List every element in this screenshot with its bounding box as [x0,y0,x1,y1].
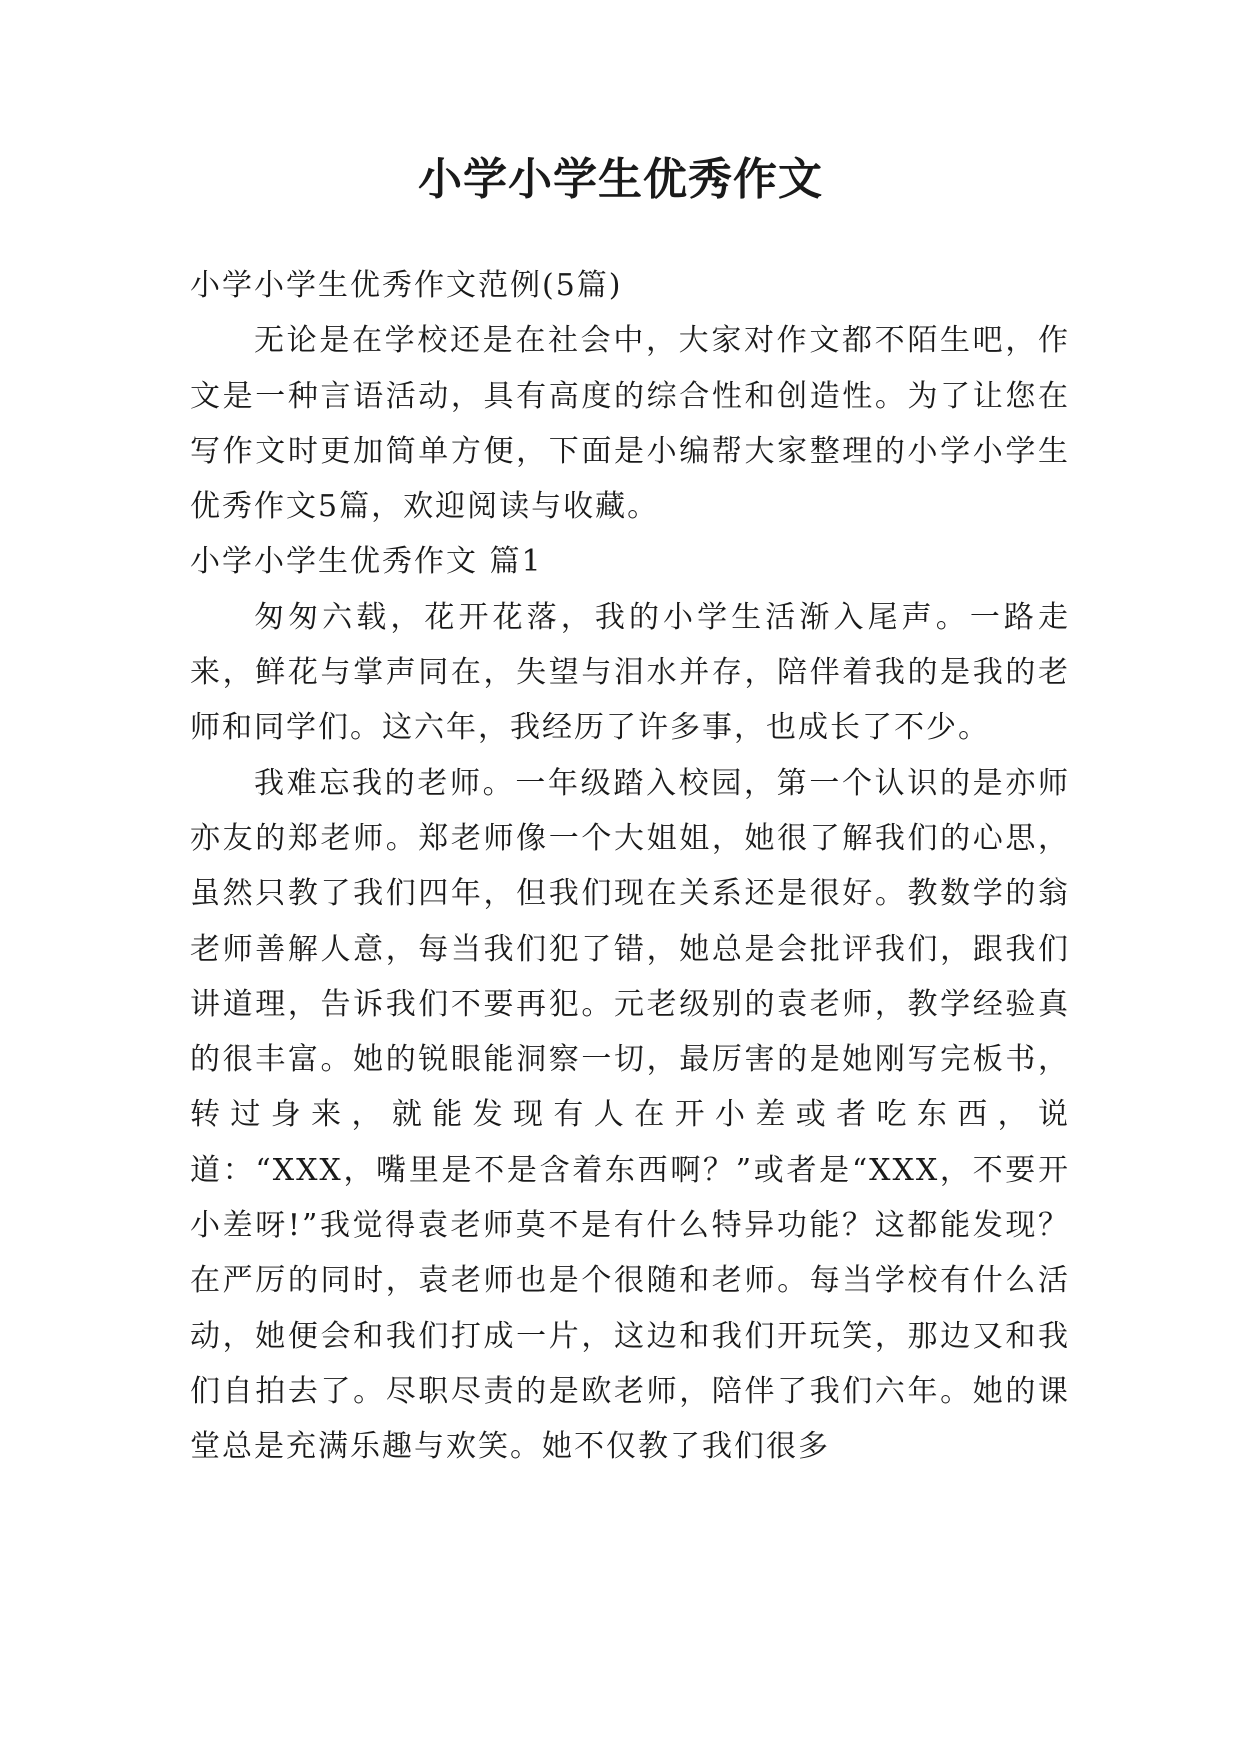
document-title: 小学小学生优秀作文 [418,154,823,205]
document-body [190,258,1070,1475]
document-subtitle: 小学小学生优秀作文范例(5篇) [190,268,623,303]
body-paragraph-2: 我难忘我的老师。一年级踏入校园，第一个认识的是亦师亦友的郑老师。郑老师像一个大姐姐，她很了解我们的心思，虽然只教了我们四年，但我们现在关系还是很好。教数学的翁老师善解人意，每当我们犯了错，她总是会批评我们，跟我们讲道理，告诉我们不要再犯。元老级别的袁老师，教学经验真的很丰富。她的锐眼能洞察一切，最厉害的是她刚写完板书，转过身来，就能发现有人在开小差或者吃东西，说道：“XXX，嘴里是不是含着东西啊？”或者是“XXX，不要开小差呀!”我觉得袁老师莫不是有什么特异功能？这都能发现？在严厉的同时，袁老师也是个很随和老师。每当学校有什么活动，她便会和我们打成一片，这边和我们开玩笑，那边又和我们自拍去了。尽职尽责的是欧老师，陪伴了我们六年。她的课堂总是充满乐趣与欢笑。她不仅教了我们很多 [190,765,1070,1465]
body-paragraph-1: 匆匆六载，花开花落，我的小学生活渐入尾声。一路走来，鲜花与掌声同在，失望与泪水并存，陪伴着我的是我的老师和同学们。这六年，我经历了许多事，也成长了不少。 [190,599,1070,746]
intro-paragraph: 无论是在学校还是在社会中，大家对作文都不陌生吧，作文是一种言语活动，具有高度的综合性和创造性。为了让您在写作文时更加简单方便，下面是小编帮大家整理的小学小学生优秀作文5篇，欢迎阅读与收藏。 [190,323,1070,525]
section-heading: 小学小学生优秀作文 篇1 [190,544,543,580]
